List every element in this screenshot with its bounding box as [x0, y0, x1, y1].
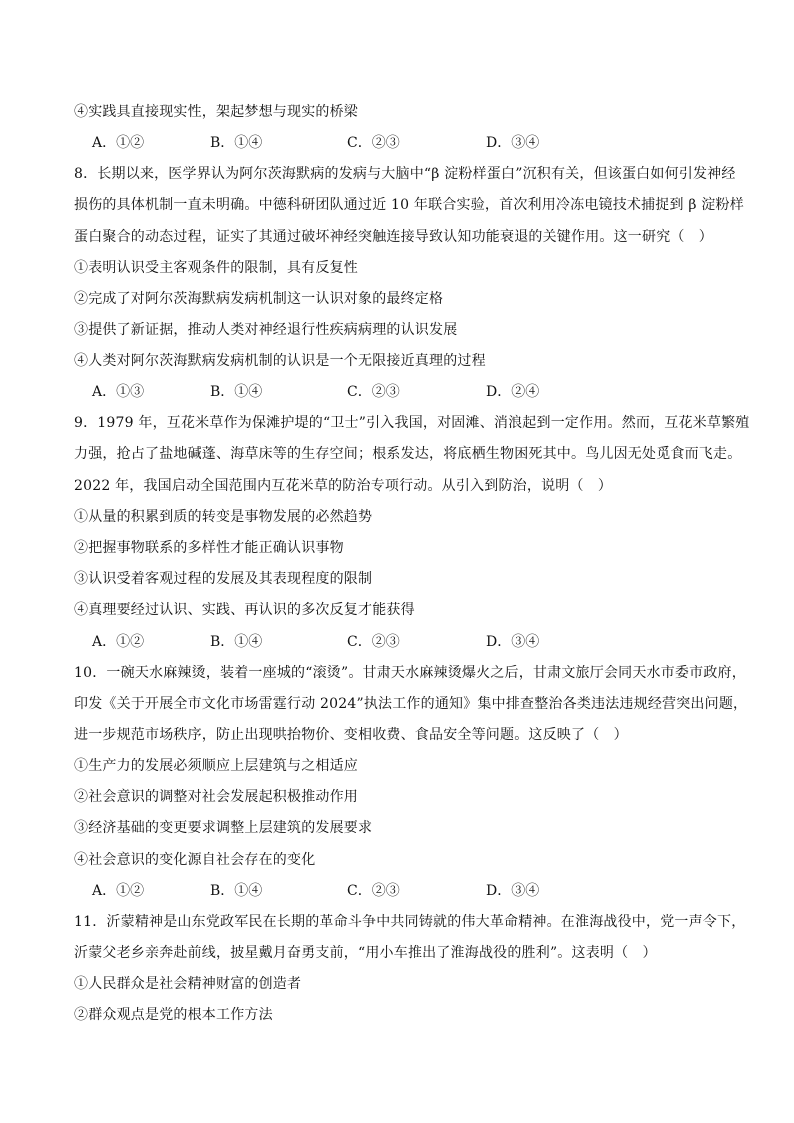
question-9-statement: ④真理要经过认识、实践、再认识的多次反复才能获得 — [74, 602, 415, 618]
option-a: A．①② — [92, 883, 145, 899]
question-8-options — [92, 382, 652, 402]
option-c: C．②③ — [347, 384, 400, 400]
question-10-statement: ②社会意识的调整对社会发展起积极推动作用 — [74, 789, 358, 805]
option-c: C．②③ — [347, 883, 400, 899]
question-8-statement: ①表明认识受主客观条件的限制，具有反复性 — [74, 260, 358, 276]
option-a: A．①③ — [92, 384, 145, 400]
question-8-stem-line: 损伤的具体机制一直未明确。中德科研团队通过近 10 年联合实验，首次利用冷冻电镜技术捕捉到 β 淀粉样 — [74, 197, 744, 213]
option-d: D．②④ — [486, 384, 540, 400]
question-9-stem-line: 力强，抢占了盐地碱蓬、海草床等的生存空间；根系发达，将底栖生物困死其中。鸟儿因无处觅食而飞走。 — [74, 446, 742, 462]
option-a: A．①② — [92, 634, 145, 650]
question-statement: ④实践具直接现实性，架起梦想与现实的桥梁 — [74, 104, 358, 120]
option-a: A．①② — [92, 135, 145, 151]
question-8-statement: ②完成了对阿尔茨海默病发病机制这一认识对象的最终定格 — [74, 291, 444, 307]
question-10-stem-line: 10．一碗天水麻辣烫，装着一座城的“滚烫”。甘肃天水麻辣烫爆火之后，甘肃文旅厅会同天水市委市政府， — [74, 665, 746, 681]
question-10-stem-line: 印发《关于开展全市文化市场雷霆行动 2024”执法工作的通知》集中排查整治各类违法违规经营突出问题， — [74, 696, 748, 712]
question-9-stem-line: 9．1979 年，互花米草作为保滩护堤的“卫士”引入我国，对固滩、消浪起到一定作用。然而，互花米草繁殖 — [74, 415, 750, 431]
question-10-statement: ①生产力的发展必须顺应上层建筑与之相适应 — [74, 758, 358, 774]
question-8-statement: ③提供了新证据，推动人类对神经退行性疾病病理的认识发展 — [74, 322, 458, 338]
question-8-stem-line: 蛋白聚合的动态过程，证实了其通过破坏神经突触连接导致认知功能衰退的关键作用。这一研究（ ） — [74, 229, 713, 245]
option-d: D．③④ — [486, 883, 540, 899]
question-8-statement: ④人类对阿尔茨海默病发病机制的认识是一个无限接近真理的过程 — [74, 353, 486, 369]
question-9-statement: ②把握事物联系的多样性才能正确认识事物 — [74, 540, 344, 556]
option-b: B．①④ — [210, 384, 263, 400]
question-9-stem-line: 2022 年，我国启动全国范围内互花米草的防治专项行动。从引入到防治，说明（ ） — [74, 478, 613, 494]
question-10-options — [92, 881, 652, 901]
option-d: D．③④ — [486, 135, 540, 151]
question-10-stem-line: 进一步规范市场秩序，防止出现哄抬物价、变相收费、食品安全等问题。这反映了（ ） — [74, 727, 628, 743]
question-9-statement: ③认识受着客观过程的发展及其表现程度的限制 — [74, 571, 373, 587]
question-10-statement: ③经济基础的变更要求调整上层建筑的发展要求 — [74, 820, 373, 836]
question-8-stem-line: 8．长期以来，医学界认为阿尔茨海默病的发病与大脑中“β 淀粉样蛋白”沉积有关，但该蛋白如何引发神经 — [74, 166, 736, 182]
option-b: B．①④ — [210, 135, 263, 151]
option-c: C．②③ — [347, 634, 400, 650]
option-b: B．①④ — [210, 634, 263, 650]
option-d: D．③④ — [486, 634, 540, 650]
answer-options — [92, 133, 652, 153]
question-11-statement: ②群众观点是党的根本工作方法 — [74, 1007, 273, 1023]
option-b: B．①④ — [210, 883, 263, 899]
question-11-statement: ①人民群众是社会精神财富的创造者 — [74, 976, 302, 992]
option-c: C．②③ — [347, 135, 400, 151]
question-11-stem-line: 沂蒙父老乡亲奔赴前线，披星戴月奋勇支前，“用小车推出了淮海战役的胜利”。这表明（ ） — [74, 945, 657, 961]
question-9-options — [92, 632, 652, 652]
question-11-stem-line: 11．沂蒙精神是山东党政军民在长期的革命斗争中共同铸就的伟大革命精神。在淮海战役中，党一声令下， — [74, 914, 746, 930]
question-10-statement: ④社会意识的变化源自社会存在的变化 — [74, 852, 316, 868]
question-9-statement: ①从量的积累到质的转变是事物发展的必然趋势 — [74, 509, 373, 525]
